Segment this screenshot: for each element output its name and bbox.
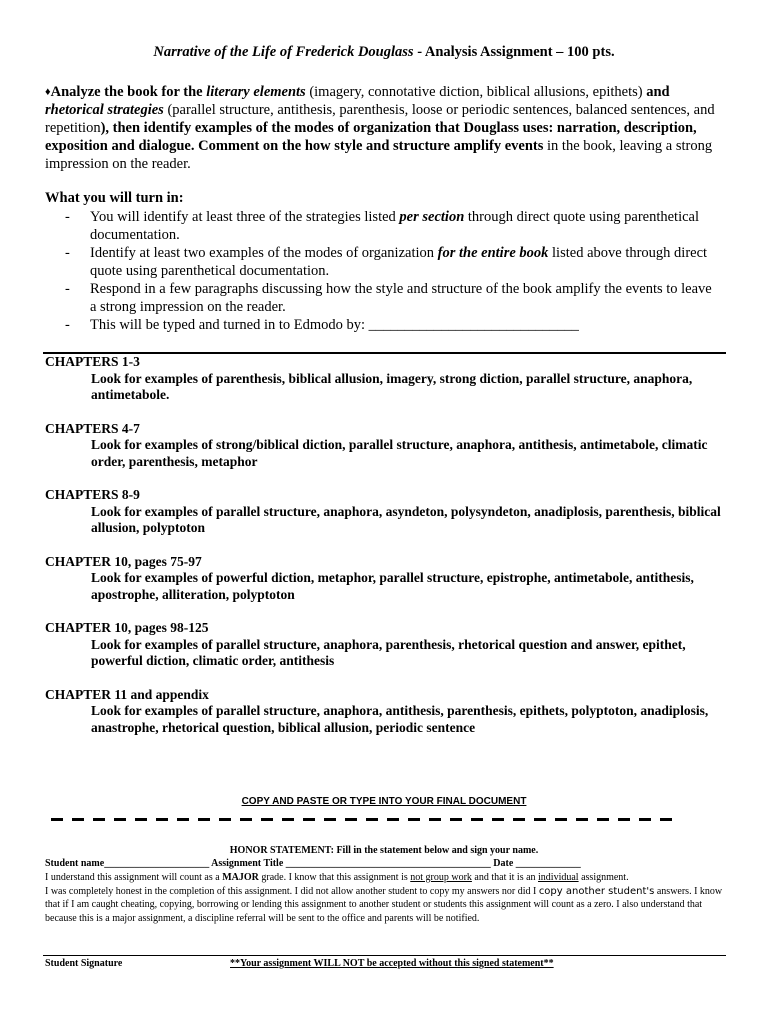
intro-part-7: ), then identify examples of the modes of organization that Douglass uses: narration, description, exposition and dialogue. Comment on the how style and structure amplify events xyxy=(45,120,697,154)
turn-in-item-4 xyxy=(45,316,715,334)
chapter-section xyxy=(45,421,730,471)
turn-in-item-1 xyxy=(45,208,715,244)
cut-line xyxy=(51,818,672,821)
chapter-section xyxy=(45,554,730,604)
turn-in-item-1-text-a: You will identify at least three of the strategies listed xyxy=(90,209,400,225)
turn-in-item-1-emphasis: per section xyxy=(399,209,465,225)
dash-bullet: - xyxy=(65,317,70,333)
chapter-heading: CHAPTER 10, pages 98-125 xyxy=(45,620,209,635)
title-suffix: - Analysis Assignment – 100 pts. xyxy=(413,44,615,60)
turn-in-item-3 xyxy=(45,280,715,316)
dash-bullet: - xyxy=(65,281,70,297)
intro-part-6: (parallel structure, antithesis, parenthesis, loose or periodic sentences, balanced sentences, and repetition xyxy=(45,102,715,136)
honor-text-5: and that it is an xyxy=(471,872,539,883)
turn-in-item-1-text-c: through direct quote using parenthetical documentation. xyxy=(90,209,700,243)
intro-paragraph xyxy=(45,83,735,173)
turn-in-list xyxy=(45,208,715,334)
honor-text-3: grade. I know that this assignment is xyxy=(258,872,411,883)
turn-in-heading: What you will turn in: xyxy=(45,190,184,206)
copy-instruction: COPY AND PASTE OR TYPE INTO YOUR FINAL DOCUMENT xyxy=(241,796,527,807)
turn-in-item-2-text-a: Identify at least two examples of the modes of organization xyxy=(90,245,438,261)
date-label: Date xyxy=(490,858,516,869)
intro-part-4: and xyxy=(646,84,670,100)
intro-literary-elements: literary elements xyxy=(206,84,306,100)
dash-bullet: - xyxy=(65,245,70,261)
book-title: Narrative of the Life of Frederick Douglass xyxy=(153,44,414,60)
intro-part-8: in the book, leaving a strong impression on the reader. xyxy=(45,138,713,172)
turn-in-item-2 xyxy=(45,244,715,280)
honor-text-7: assignment. xyxy=(578,872,629,883)
honor-statement-text xyxy=(45,871,727,925)
date-field: _____________ xyxy=(515,858,581,869)
honor-text-8: I was completely honest in the completion of this assignment. I did not allow another student to copy my answers nor did I xyxy=(45,885,539,897)
signature-line xyxy=(43,955,726,956)
chapter-heading: CHAPTERS 8-9 xyxy=(45,487,140,502)
chapter-section xyxy=(45,620,730,670)
intro-part-3: (imagery, connotative diction, biblical allusions, epithets) xyxy=(305,84,647,100)
honor-text-not-group-work: not group work xyxy=(410,872,472,883)
chapter-description: Look for examples of strong/biblical diction, parallel structure, anaphora, antithesis, antimetabole, climatic order, parenthesis, metaphor xyxy=(91,437,708,469)
honor-text-individual: individual xyxy=(538,872,579,883)
turn-in-item-2-text-c: listed above through direct quote using parenthetical documentation. xyxy=(90,245,708,279)
intro-part-1: Analyze the book for the xyxy=(50,84,207,100)
student-signature-label: Student Signature xyxy=(45,958,123,969)
diamond-bullet-icon: ♦ xyxy=(45,86,51,98)
chapter-description: Look for examples of parallel structure, anaphora, asyndeton, polysyndeton, anadiplosis, parenthesis, biblical allusion, polyptoton xyxy=(91,503,721,535)
chapter-description: Look for examples of powerful diction, metaphor, parallel structure, epistrophe, antimetabole, antithesis, apostrophe, alliteration, polyptoton xyxy=(91,570,694,602)
chapter-description: Look for examples of parenthesis, biblical allusion, imagery, strong diction, parallel structure, anaphora, antimetabole. xyxy=(91,370,693,402)
chapter-list xyxy=(45,354,730,753)
chapter-section xyxy=(45,687,730,737)
chapter-heading: CHAPTERS 1-3 xyxy=(45,354,140,369)
turn-in-item-3-text: Respond in a few paragraphs discussing how the style and structure of the book amplify the events to leave a strong impression on the reader. xyxy=(90,281,712,315)
honor-text-1: I understand this assignment will count as a xyxy=(45,872,223,883)
assignment-title-label: Assignment Title xyxy=(209,858,286,869)
turn-in-item-2-emphasis: for the entire book xyxy=(437,245,549,261)
honor-text-copy-another-student: copy another student's xyxy=(538,885,655,897)
student-name-field: _____________________ xyxy=(104,858,210,869)
chapter-heading: CHAPTERS 4-7 xyxy=(45,420,140,436)
honor-text-10: answers. I know that if I am caught cheating, copying, borrowing or lending this assignment to another student or students this assignment will count as a zero. I also understand that because this is a major assignment, a discipline referral will be sent to the office and parents will be notified. xyxy=(45,885,723,924)
dash-bullet: - xyxy=(65,209,70,225)
turn-in-item-4-text: This will be typed and turned in to Edmodo by: _____________________________ xyxy=(90,317,579,333)
chapter-description: Look for examples of parallel structure, anaphora, antithesis, parenthesis, epithets, polyptoton, anadiplosis, anastrophe, rhetorical question, biblical allusion, periodic sentence xyxy=(91,703,709,735)
page-title xyxy=(0,44,768,61)
honor-statement-heading: HONOR STATEMENT: Fill in the statement below and sign your name. xyxy=(229,845,539,856)
chapter-section xyxy=(45,354,730,404)
intro-rhetorical-strategies: rhetorical strategies xyxy=(45,102,164,118)
assignment-title-field: _________________________________________ xyxy=(285,858,491,869)
chapter-heading: CHAPTER 10, pages 75-97 xyxy=(45,553,202,569)
chapter-heading: CHAPTER 11 and appendix xyxy=(45,686,209,702)
student-name-label: Student name xyxy=(45,858,105,869)
honor-text-major: MAJOR xyxy=(222,872,259,883)
chapter-description: Look for examples of parallel structure, anaphora, parenthesis, rhetorical question and answer, epithet, powerful diction, climatic order, antithesis xyxy=(91,636,686,668)
chapter-section xyxy=(45,487,730,537)
signature-warning: **Your assignment WILL NOT be accepted without this signed statement** xyxy=(230,958,554,969)
honor-fields xyxy=(45,858,581,869)
